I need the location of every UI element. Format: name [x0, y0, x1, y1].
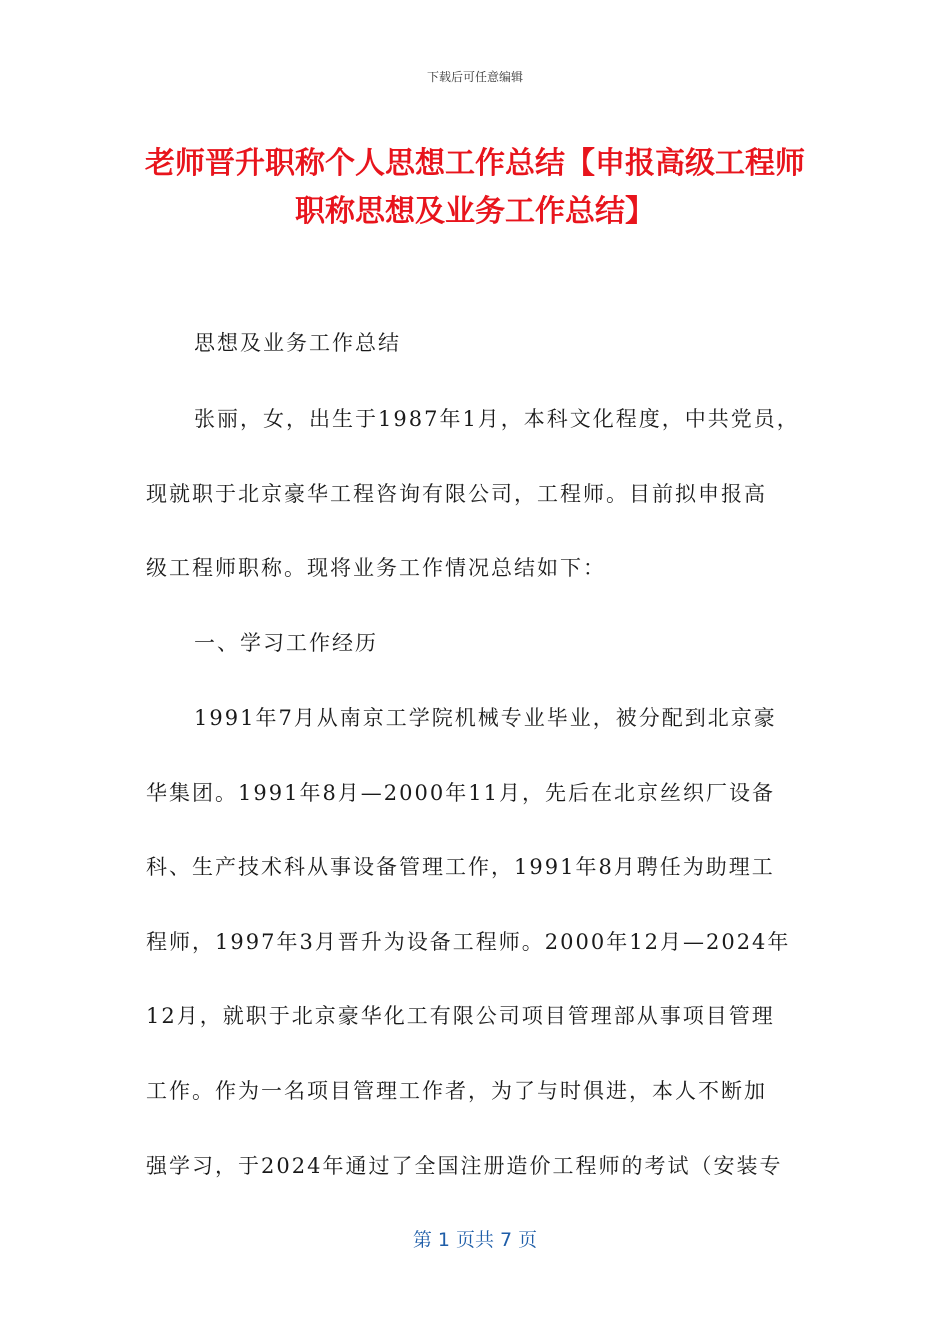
- section-heading-summary: 思想及业务工作总结: [194, 331, 401, 355]
- paragraph-line: 科、生产技术科从事设备管理工作，1991年8月聘任为助理工: [146, 855, 775, 879]
- paragraph-line: 程师，1997年3月晋升为设备工程师。2000年12月—2024年: [146, 930, 791, 954]
- paragraph-line: 级工程师职称。现将业务工作情况总结如下：: [146, 556, 606, 580]
- paragraph-line: 12月，就职于北京豪华化工有限公司项目管理部从事项目管理: [146, 1004, 775, 1028]
- header-note: 下载后可任意编辑: [426, 70, 523, 84]
- document-title: 老师晋升职称个人思想工作总结【申报高级工程师职称思想及业务工作总结】: [145, 146, 805, 229]
- paragraph-line: 张丽，女，出生于1987年1月，本科文化程度，中共党员，: [194, 407, 800, 431]
- section-heading-study-work: 一、学习工作经历: [194, 631, 378, 655]
- paragraph-line: 工作。作为一名项目管理工作者，为了与时俱进，本人不断加: [146, 1079, 767, 1103]
- page-number: 第 1 页共 7 页: [412, 1229, 538, 1251]
- paragraph-line: 华集团。1991年8月—2000年11月，先后在北京丝织厂设备: [146, 781, 775, 805]
- paragraph-line: 1991年7月从南京工学院机械专业毕业，被分配到北京豪: [194, 706, 777, 730]
- paragraph-line: 现就职于北京豪华工程咨询有限公司，工程师。目前拟申报高: [146, 482, 767, 506]
- paragraph-line: 强学习，于2024年通过了全国注册造价工程师的考试（安装专: [146, 1154, 783, 1178]
